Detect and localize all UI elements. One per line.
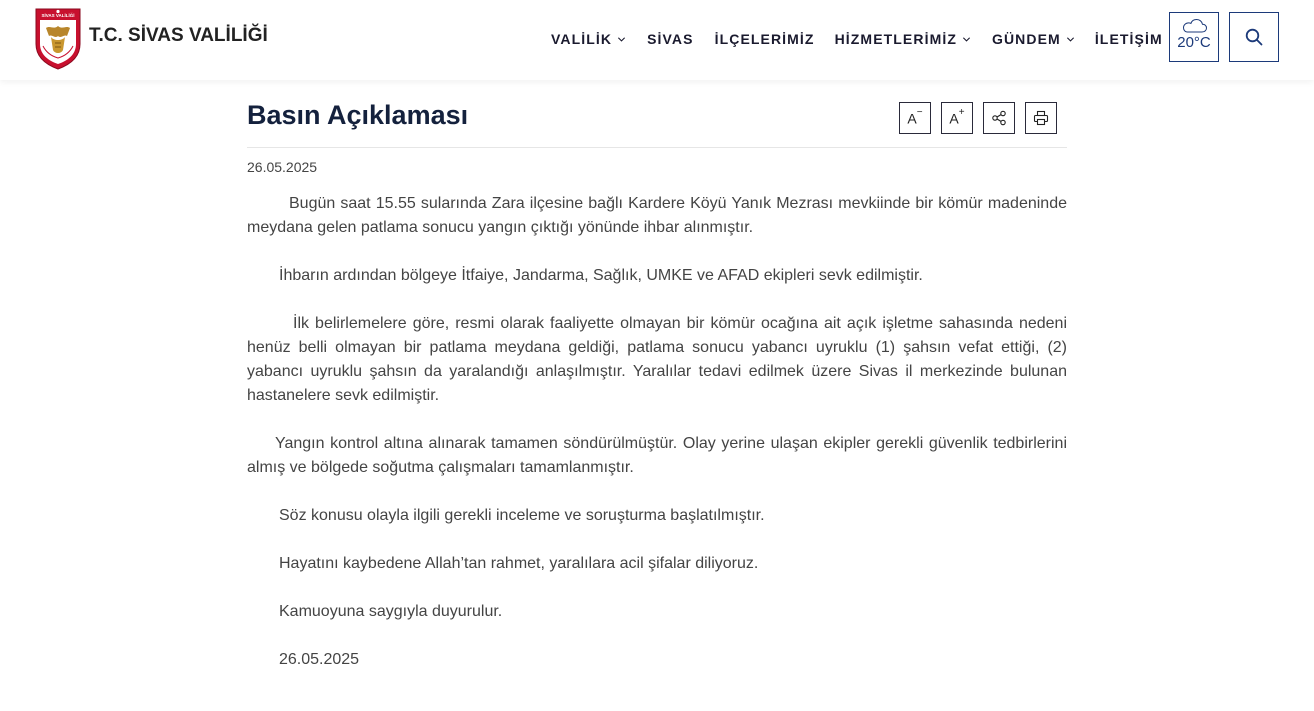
svg-text:SİVAS VALİLİĞİ: SİVAS VALİLİĞİ	[41, 13, 75, 18]
article-paragraph: Hayatını kaybedene Allah’tan rahmet, yaralılara acil şifalar diliyoruz.	[279, 555, 759, 572]
nav-item-iletisim[interactable]	[1095, 29, 1163, 49]
nav-item-label: VALİLİK	[551, 31, 613, 47]
nav-item-label: İLETİŞİM	[1094, 31, 1163, 47]
weather-widget[interactable]	[1169, 12, 1219, 62]
weather-temperature: 20°C	[1177, 34, 1211, 51]
article-paragraph: İhbarın ardından bölgeye İtfaiye, Jandarma, Sağlık, UMKE ve AFAD ekipleri sevk edilmiştir.	[279, 267, 923, 284]
sivas-valiligi-logo[interactable]	[33, 6, 83, 70]
article-tools	[899, 102, 1067, 134]
decrease-font-button[interactable]	[899, 102, 931, 134]
nav-item-sivas[interactable]	[647, 29, 693, 49]
article-paragraph: Yangın kontrol altına alınarak tamamen söndürülmüştür. Olay yerine ulaşan ekipler gerekli güvenlik tedbirlerini almış ve bölgede soğutma çalışmaları tamamlanmıştır.	[247, 435, 1067, 476]
chevron-down-icon	[617, 35, 626, 44]
nav-item-valilik[interactable]	[551, 29, 626, 49]
article-closing-date: 26.05.2025	[279, 651, 360, 668]
print-icon	[1033, 110, 1049, 126]
site-title[interactable]: T.C. SİVAS VALİLİĞİ	[89, 25, 268, 46]
decrease-font-label: A−	[907, 106, 923, 127]
article-paragraph: Bugün saat 15.55 sularında Zara ilçesine bağlı Kardere Köyü Yanık Mezrası mevkiinde bir kömür madeninde meydana gelen patlama sonucu yangın çıktığı yönünde ihbar alınmıştır.	[247, 195, 1067, 236]
nav-item-label: HİZMETLERİMİZ	[834, 31, 957, 47]
title-divider	[247, 147, 1067, 148]
cloud-icon	[1180, 18, 1208, 34]
search-icon	[1245, 28, 1263, 46]
nav-item-label: SİVAS	[647, 31, 694, 47]
nav-item-label: GÜNDEM	[991, 31, 1061, 47]
share-button[interactable]	[983, 102, 1015, 134]
increase-font-button[interactable]	[941, 102, 973, 134]
article-date: 26.05.2025	[247, 159, 318, 175]
site-header	[0, 0, 1314, 80]
article-paragraph: Kamuoyuna saygıyla duyurulur.	[279, 603, 503, 620]
nav-item-gundem[interactable]	[992, 29, 1075, 49]
chevron-down-icon	[1066, 35, 1075, 44]
nav-item-ilcelerimiz[interactable]	[715, 29, 815, 49]
print-button[interactable]	[1025, 102, 1057, 134]
nav-item-hizmetlerimiz[interactable]	[835, 29, 971, 49]
chevron-down-icon	[962, 35, 971, 44]
nav-item-label: İLÇELERİMİZ	[714, 31, 815, 47]
search-button[interactable]	[1229, 12, 1279, 62]
article-paragraph: İlk belirlemelere göre, resmi olarak faaliyette olmayan bir kömür ocağına ait açık işletme sahasında nedeni henüz belli olmayan bir patlama meydana geldiği, patlama sonucu yabancı uyruklu (1) şahsın vefat ettiği, (2) yabancı uyruklu şahsın da yaralandığı anlaşılmıştır. Yaralılar tedavi edilmek üzere Sivas il merkezinde bulunan hastanelere sevk edilmiştir.	[247, 315, 1067, 404]
main-nav	[551, 29, 1163, 49]
article-paragraph: Söz konusu olayla ilgili gerekli inceleme ve soruşturma başlatılmıştır.	[279, 507, 765, 524]
share-icon	[991, 110, 1007, 126]
article-body	[247, 192, 1067, 672]
increase-font-label: A+	[949, 106, 965, 127]
page-title: Basın Açıklaması	[247, 100, 469, 130]
